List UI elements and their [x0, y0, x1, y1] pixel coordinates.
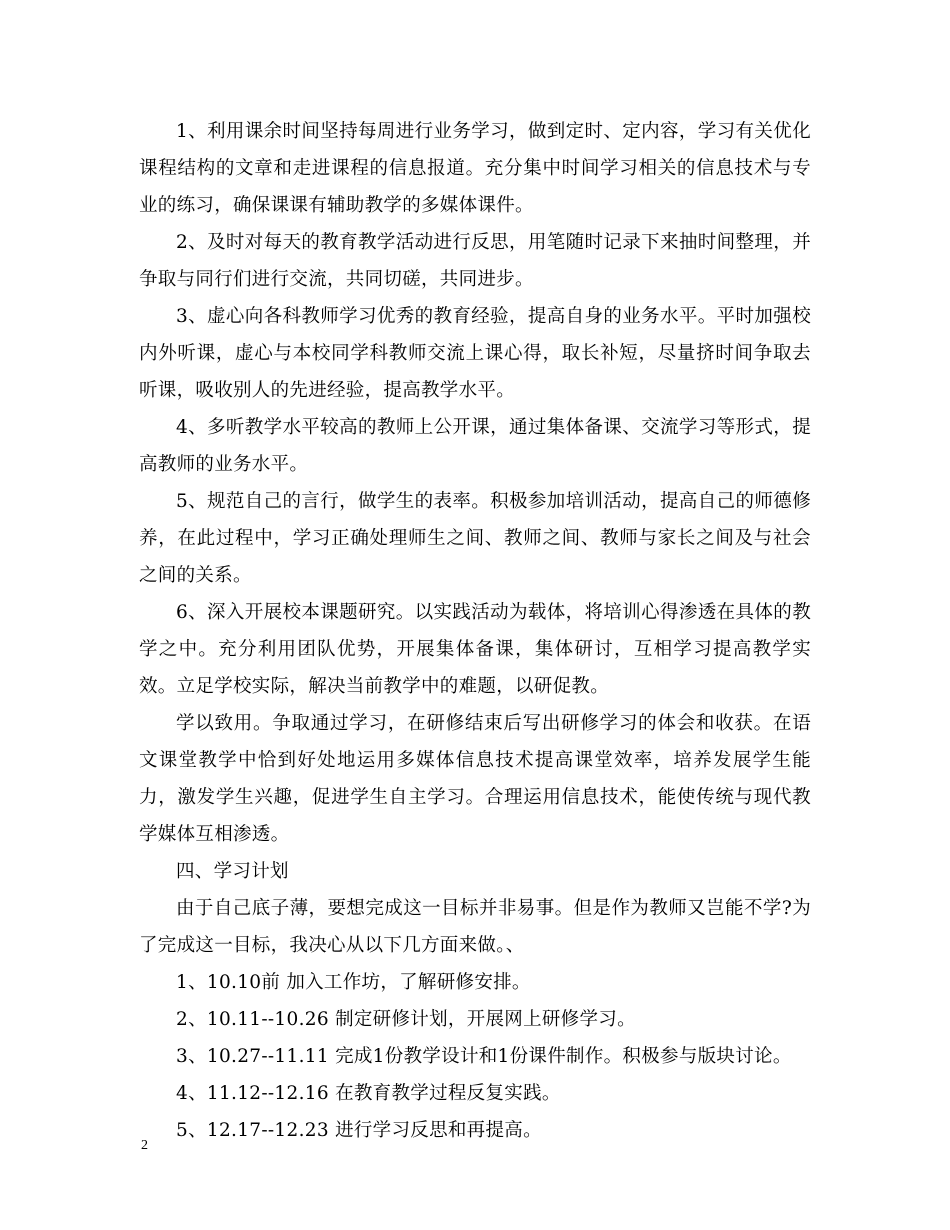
paragraph-apply-learning: 学以致用。争取通过学习，在研修结束后写出研修学习的体会和收获。在语文课堂教学中恰到好处地运用多媒体信息技术提高课堂效率，培养发展学生能力，激发学生兴趣，促进学生自主学习。合理运用信息技术，能使传统与现代教学媒体互相渗透。 [139, 713, 811, 845]
plan-item: 1、10.10前 加入工作坊，了解研修安排。 [176, 972, 531, 993]
paragraph-learn-from-teachers: 3、虚心向各科教师学习优秀的教育经验，提高自身的业务水平。平时加强校内外听课，虚心与本校同学科教师交流上课心得，取长补短，尽量挤时间争取去听课，吸收别人的先进经验，提高教学水平。 [139, 306, 811, 401]
plan-item: 4、11.12--12.16 在教育教学过程反复实践。 [176, 1083, 561, 1104]
page-number: 2 [141, 1138, 148, 1153]
plan-item: 2、10.11--10.26 制定研修计划，开展网上研修学习。 [176, 1009, 636, 1030]
plan-item: 3、10.27--11.11 完成1份教学设计和1份课件制作。积极参与版块讨论。 [176, 1046, 792, 1067]
paragraph-open-classes: 4、多听教学水平较高的教师上公开课，通过集体备课、交流学习等形式，提高教师的业务水平。 [139, 417, 811, 475]
paragraph-school-research: 6、深入开展校本课题研究。以实践活动为载体，将培训心得渗透在具体的教学之中。充分利用团队优势，开展集体备课，集体研讨，互相学习提高教学实效。立足学校实际，解决当前教学中的难题，以研促教。 [139, 602, 811, 697]
paragraph-conduct: 5、规范自己的言行，做学生的表率。积极参加培训活动，提高自己的师德修养，在此过程中，学习正确处理师生之间、教师之间、教师与家长之间及与社会之间的关系。 [139, 491, 811, 586]
paragraph-study-routine: 1、利用课余时间坚持每周进行业务学习，做到定时、定内容，学习有关优化课程结构的文章和走进课程的信息报道。充分集中时间学习相关的信息技术与专业的练习，确保课课有辅助教学的多媒体课件。 [139, 121, 811, 216]
paragraph-reflection: 2、及时对每天的教育教学活动进行反思，用笔随时记录下来抽时间整理，并争取与同行们进行交流，共同切磋，共同进步。 [139, 232, 811, 290]
paragraph-plan-intro: 由于自己底子薄，要想完成这一目标并非易事。但是作为教师又岂能不学?为了完成这一目标，我决心从以下几方面来做。、 [139, 898, 811, 956]
plan-item: 5、12.17--12.23 进行学习反思和再提高。 [176, 1120, 542, 1141]
section-heading-study-plan: 四、学习计划 [176, 861, 289, 882]
document-body [139, 113, 811, 1149]
